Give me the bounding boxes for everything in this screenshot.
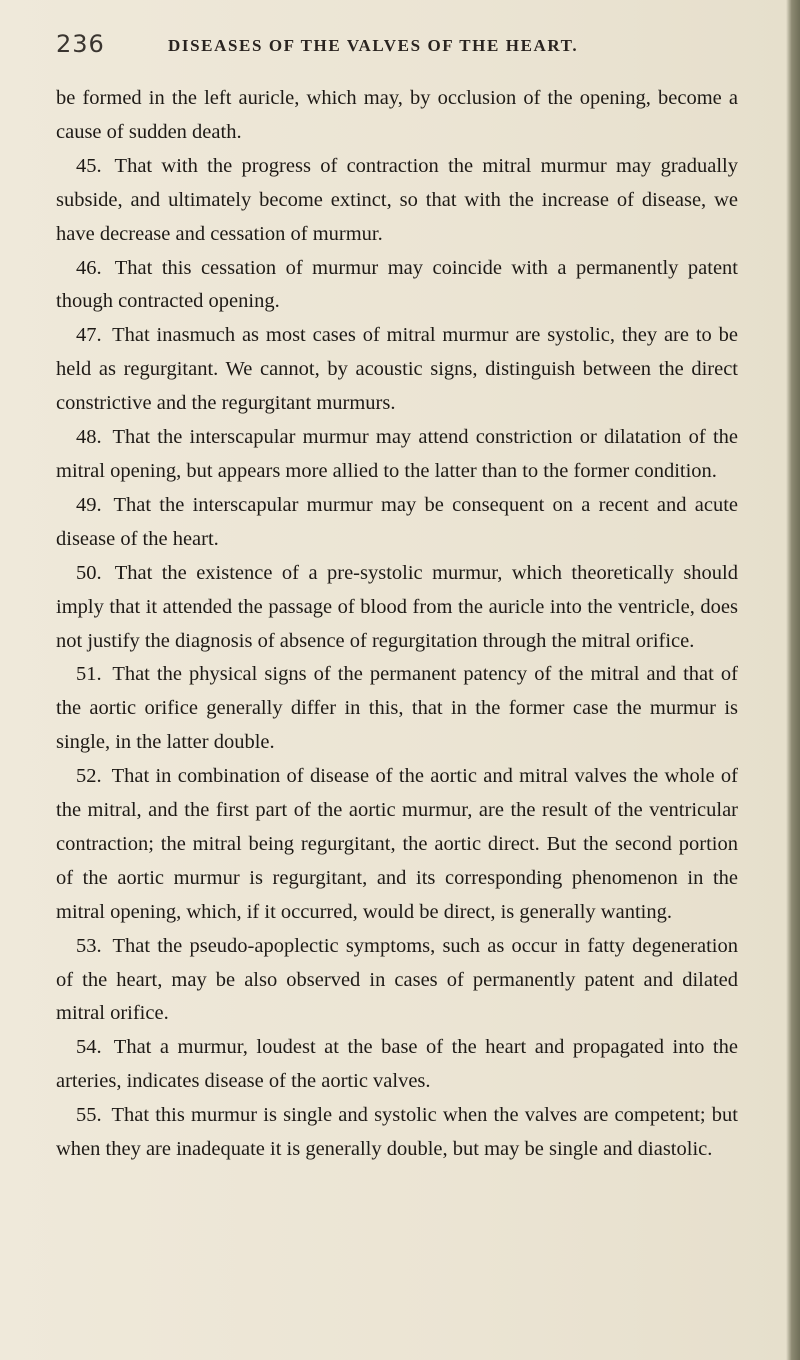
paragraph-51 xyxy=(56,658,738,760)
paragraph-text: That in combination of disease of the aortic and mitral valves the whole of the mitral, and the first part of the aortic murmur, are the result of the ventricular contraction; the mitral being regurgitant, the aortic direct. But the second portion of the aortic murmur is regurgitant, and its corresponding phenomenon in the mitral opening, which, if it occurred, would be direct, is generally wanting. xyxy=(56,765,739,923)
paragraph-text: That this cessation of murmur may coincide with a permanently patent though contracted opening. xyxy=(56,256,738,313)
paragraph-number: 50. xyxy=(76,561,102,584)
paragraph-text: That the physical signs of the permanent patency of the mitral and that of the aortic orifice generally differ in this, that in the former case the murmur is single, in the latter double. xyxy=(56,663,738,754)
paragraph-text: That the interscapular murmur may be consequent on a recent and acute disease of the heart. xyxy=(56,493,738,550)
paragraph-54 xyxy=(56,1031,738,1099)
paragraph-number: 54. xyxy=(76,1036,102,1059)
paragraph-text: That the pseudo-apoplectic symptoms, such as occur in fatty degeneration of the heart, may be also observed in cases of permanently patent and dilated mitral orifice. xyxy=(56,934,738,1025)
paragraph-number: 49. xyxy=(76,493,102,516)
paragraph-text: That inasmuch as most cases of mitral murmur are systolic, they are to be held as regurgitant. We cannot, by acoustic signs, distinguish between the direct constrictive and the regurgitant murmurs. xyxy=(56,324,738,415)
paragraph-48 xyxy=(56,421,738,489)
paragraph-text: That the existence of a pre-systolic murmur, which theoretically should imply that it attended the passage of blood from the auricle into the ventricle, does not justify the diagnosis of absence of regurgitation through the mitral orifice. xyxy=(56,561,738,652)
running-head: DISEASES OF THE VALVES OF THE HEART. xyxy=(168,36,579,55)
paragraph-number: 45. xyxy=(76,154,102,177)
paragraph-number: 48. xyxy=(76,426,102,449)
paragraph-49 xyxy=(56,489,738,557)
paragraph-52 xyxy=(56,760,738,930)
paragraph-text: That a murmur, loudest at the base of the heart and propagated into the arteries, indicates disease of the aortic valves. xyxy=(56,1036,738,1093)
paragraph-text: That the interscapular murmur may attend constriction or dilatation of the mitral opening, but appears more allied to the latter than to the former condition. xyxy=(56,426,738,482)
paragraph-number: 47. xyxy=(76,324,102,347)
page-number: 236 xyxy=(56,30,105,58)
paragraph-50 xyxy=(56,557,738,659)
paragraph-number: 46. xyxy=(76,256,102,279)
page-header xyxy=(56,30,756,70)
paragraph-text: That with the progress of contraction the mitral murmur may gradually subside, and ultimately become extinct, so that with the increase of disease, we have decrease and cessation of murmur. xyxy=(56,154,738,245)
paragraph-number: 52. xyxy=(76,765,102,788)
continuation-text: be formed in the left auricle, which may, by occlusion of the opening, become a cause of sudden death. xyxy=(56,87,738,143)
paragraph-55 xyxy=(56,1099,738,1167)
body-text xyxy=(56,82,738,1167)
paragraph-number: 55. xyxy=(76,1104,102,1127)
paragraph-number: 51. xyxy=(76,663,102,686)
paragraph-53 xyxy=(56,930,738,1032)
paragraph-46 xyxy=(56,252,738,320)
paragraph-text: That this murmur is single and systolic when the valves are competent; but when they are inadequate it is generally double, but may be single and diastolic. xyxy=(56,1104,738,1161)
page-edge-shadow xyxy=(786,0,800,1360)
paragraph-number: 53. xyxy=(76,934,102,957)
paragraph-47 xyxy=(56,319,738,421)
paragraph-45 xyxy=(56,150,738,252)
